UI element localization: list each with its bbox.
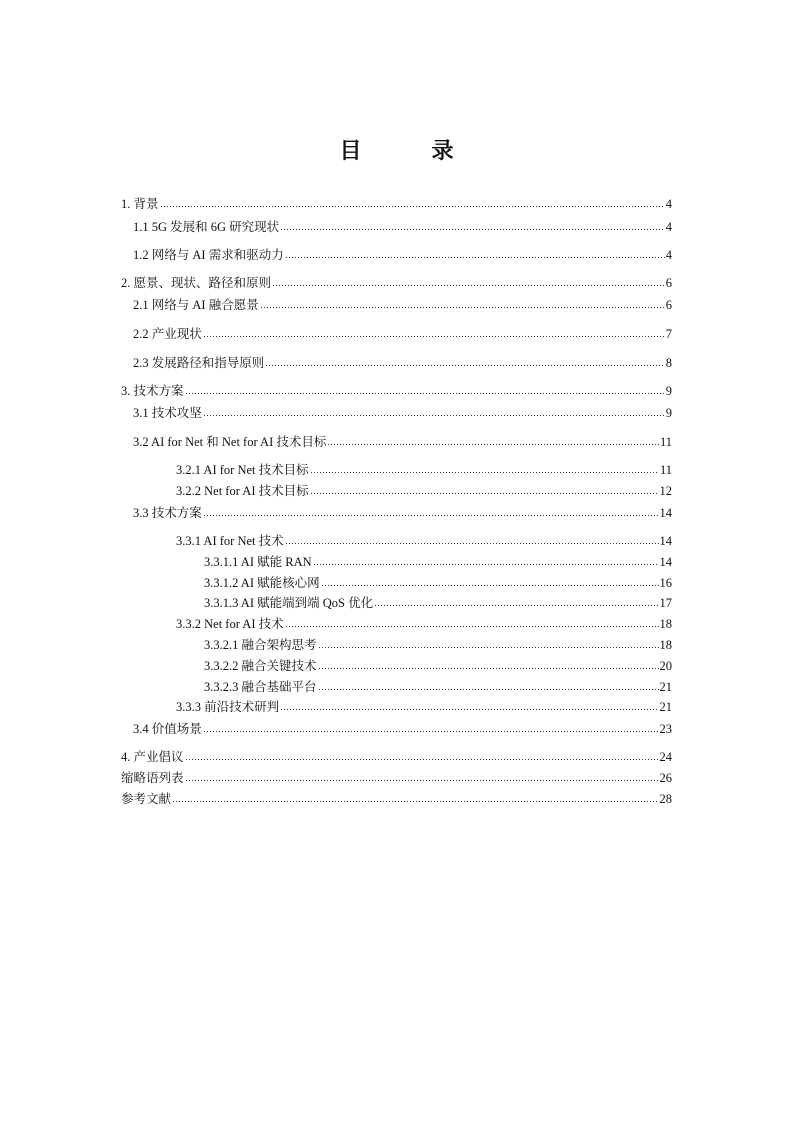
toc-leader-dots	[185, 749, 659, 761]
toc-entry-label: 3. 技术方案	[121, 384, 184, 398]
toc-entry-label: 3.4 价值场景	[133, 722, 202, 736]
toc-leader-dots	[172, 791, 658, 803]
toc-leader-dots	[203, 405, 665, 417]
toc-entry[interactable]	[176, 482, 672, 500]
toc-page-number: 9	[665, 406, 672, 420]
toc-leader-dots	[313, 554, 659, 566]
toc-entry-label: 3.3.3 前沿技术研判	[176, 700, 280, 714]
toc-entry[interactable]	[204, 574, 672, 592]
toc-leader-dots	[185, 770, 659, 782]
toc-entry-label: 参考文献	[121, 792, 172, 806]
toc-page-number: 8	[665, 356, 672, 370]
toc-page-number: 26	[659, 771, 672, 785]
toc-entry[interactable]	[133, 246, 672, 264]
toc-leader-dots	[285, 533, 659, 545]
toc-page-number: 6	[665, 298, 672, 312]
toc-leader-dots	[280, 219, 665, 231]
toc-leader-dots	[280, 699, 658, 711]
toc-entry-label: 3.3.1 AI for Net 技术	[176, 534, 284, 548]
toc-entry[interactable]	[133, 433, 672, 451]
toc-entry[interactable]	[204, 657, 672, 675]
toc-leader-dots	[265, 355, 664, 367]
toc-entry-label: 3.2.2 Net for AI 技术目标	[176, 484, 309, 498]
toc-entry[interactable]	[121, 195, 672, 213]
toc-entry[interactable]	[133, 354, 672, 372]
toc-page-number: 7	[665, 327, 672, 341]
toc-entry-label: 3.2 AI for Net 和 Net for AI 技术目标	[133, 435, 327, 449]
toc-entry-label: 3.1 技术攻坚	[133, 406, 202, 420]
toc-entry-label: 1.1 5G 发展和 6G 研究现状	[133, 220, 280, 234]
toc-leader-dots	[285, 247, 665, 259]
toc-entry-label: 2.3 发展路径和指导原则	[133, 356, 265, 370]
toc-entry[interactable]	[121, 769, 672, 787]
toc-leader-dots	[160, 196, 665, 208]
toc-entry-label: 1.2 网络与 AI 需求和驱动力	[133, 248, 284, 262]
toc-page-number: 14	[659, 506, 672, 520]
toc-page-number: 4	[665, 197, 672, 211]
toc-entry-label: 3.3.2 Net for AI 技术	[176, 617, 284, 631]
toc-page-number: 9	[665, 384, 672, 398]
toc-entry-label: 3.3.2.1 融合架构思考	[204, 638, 317, 652]
toc-leader-dots	[203, 721, 659, 733]
toc-page-number: 17	[659, 596, 672, 610]
toc-page-number: 16	[659, 576, 672, 590]
toc-page-number: 28	[659, 792, 672, 806]
toc-entry[interactable]	[121, 748, 672, 766]
toc-entry-label: 1. 背景	[121, 197, 159, 211]
toc-entry[interactable]	[176, 615, 672, 633]
toc-leader-dots	[318, 679, 659, 691]
toc-leader-dots	[260, 297, 665, 309]
toc-page-number: 11	[659, 435, 672, 449]
toc-entry-label: 3.3.1.1 AI 赋能 RAN	[204, 555, 312, 569]
toc-page-number: 20	[659, 659, 672, 673]
toc-leader-dots	[318, 658, 659, 670]
toc-entry[interactable]	[204, 594, 672, 612]
toc-entry[interactable]	[176, 698, 672, 716]
toc-leader-dots	[327, 434, 659, 446]
toc-leader-dots	[203, 326, 665, 338]
toc-page-number: 21	[659, 700, 672, 714]
toc-leader-dots	[185, 383, 665, 395]
toc-page-number: 23	[659, 722, 672, 736]
toc-leader-dots	[272, 275, 665, 287]
toc-entry[interactable]	[204, 636, 672, 654]
toc-entry[interactable]	[133, 720, 672, 738]
toc-page-number: 11	[659, 463, 672, 477]
toc-page-number: 12	[659, 484, 672, 498]
toc-entry-label: 3.3.1.3 AI 赋能端到端 QoS 优化	[204, 596, 374, 610]
toc-leader-dots	[203, 505, 659, 517]
toc-entry[interactable]	[133, 404, 672, 422]
toc-entry[interactable]	[176, 532, 672, 550]
toc-entry-label: 2.2 产业现状	[133, 327, 202, 341]
toc-entry[interactable]	[121, 790, 672, 808]
toc-entry[interactable]	[204, 678, 672, 696]
toc-entry[interactable]	[133, 296, 672, 314]
toc-page-number: 4	[665, 248, 672, 262]
toc-leader-dots	[310, 483, 659, 495]
toc-entry-label: 2.1 网络与 AI 融合愿景	[133, 298, 259, 312]
toc-page-number: 14	[659, 534, 672, 548]
toc-entry-label: 3.3 技术方案	[133, 506, 202, 520]
toc-page-number: 24	[659, 750, 672, 764]
page-title: 目 录	[339, 139, 478, 164]
toc-entry[interactable]	[133, 218, 672, 236]
toc-entry[interactable]	[176, 461, 672, 479]
toc-entry[interactable]	[133, 325, 672, 343]
toc-entry[interactable]	[121, 274, 672, 292]
toc-leader-dots	[321, 575, 659, 587]
toc-entry[interactable]	[121, 382, 672, 400]
toc-leader-dots	[310, 462, 659, 474]
toc-page-number: 18	[659, 617, 672, 631]
toc-page-number: 6	[665, 276, 672, 290]
toc-leader-dots	[318, 637, 659, 649]
toc-entry-label: 3.3.2.3 融合基础平台	[204, 680, 317, 694]
toc-page-number: 21	[659, 680, 672, 694]
toc-entry-label: 2. 愿景、现状、路径和原则	[121, 276, 272, 290]
toc-leader-dots	[374, 595, 658, 607]
toc-entry[interactable]	[133, 504, 672, 522]
toc-entry-label: 3.3.1.2 AI 赋能核心网	[204, 576, 320, 590]
toc-page-number: 4	[665, 220, 672, 234]
toc-entry-label: 4. 产业倡议	[121, 750, 184, 764]
toc-entry[interactable]	[204, 553, 672, 571]
toc-page-number: 14	[659, 555, 672, 569]
toc-entry-label: 缩略语列表	[121, 771, 184, 785]
toc-entry-label: 3.3.2.2 融合关键技术	[204, 659, 317, 673]
toc-entry-label: 3.2.1 AI for Net 技术目标	[176, 463, 309, 477]
toc-page-number: 18	[659, 638, 672, 652]
toc-leader-dots	[285, 616, 659, 628]
